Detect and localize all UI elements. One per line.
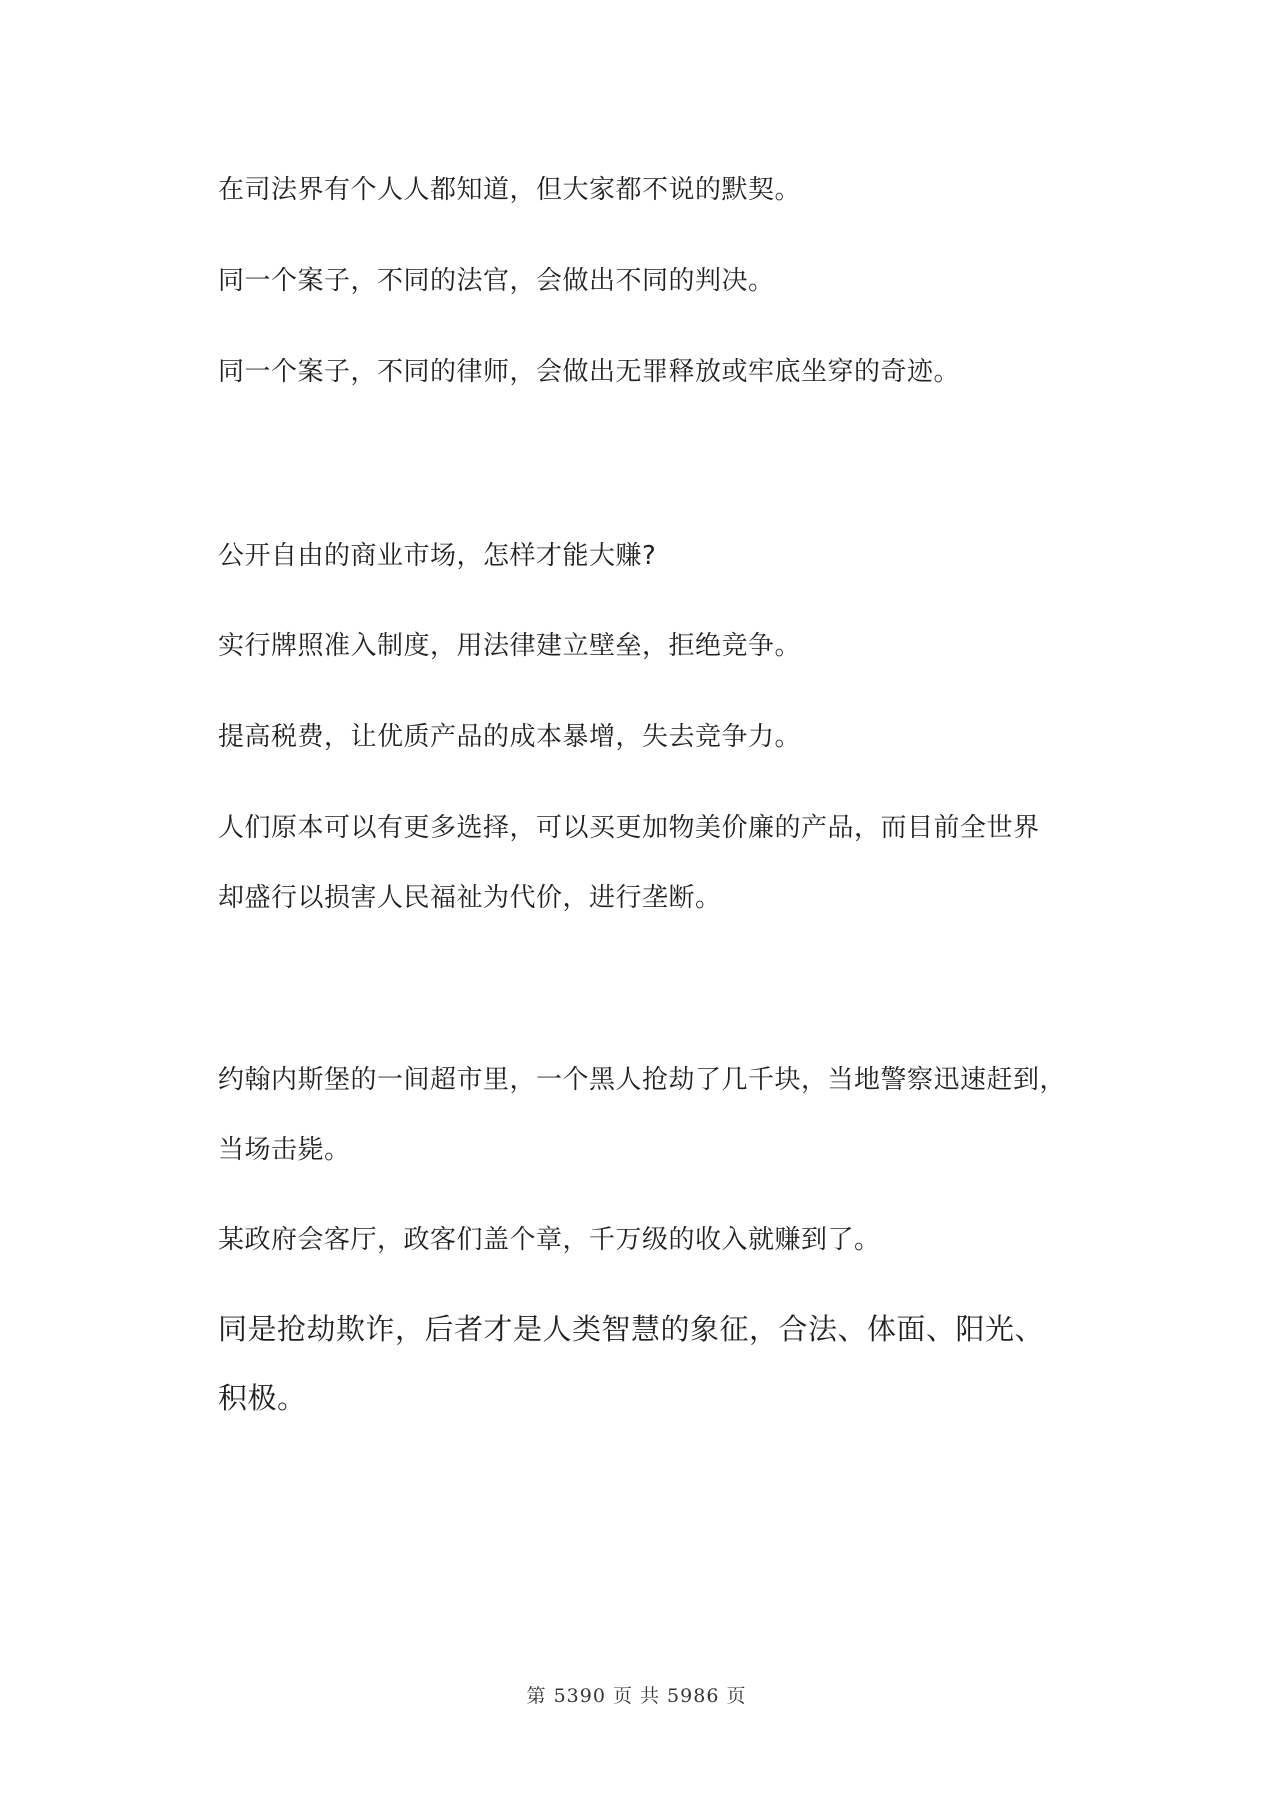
paragraph-line-7: 人们原本可以有更多选择，可以买更加物美价廉的产品，而目前全世界 (218, 813, 1040, 843)
paragraph-line-3: 同一个案子，不同的律师，会做出无罪释放或牢底坐穿的奇迹。 (218, 357, 961, 387)
paragraph-line-5: 实行牌照准入制度，用法律建立壁垒，拒绝竞争。 (218, 631, 802, 661)
paragraph-line-8: 却盛行以损害人民福祉为代价，进行垄断。 (218, 883, 722, 913)
paragraph-line-6: 提高税费，让优质产品的成本暴增，失去竞争力。 (218, 722, 802, 752)
paragraph-line-9: 约翰内斯堡的一间超市里，一个黑人抢劫了几千块，当地警察迅速赶到， (218, 1065, 1067, 1095)
paragraph-line-1: 在司法界有个人人都知道，但大家都不说的默契。 (218, 175, 802, 205)
paragraph-line-11: 某政府会客厅，政客们盖个章，千万级的收入就赚到了。 (218, 1225, 881, 1255)
paragraph-line-2: 同一个案子，不同的法官，会做出不同的判决。 (218, 266, 775, 296)
paragraph-line-4: 公开自由的商业市场，怎样才能大赚? (218, 541, 657, 571)
paragraph-line-10: 当场击毙。 (218, 1135, 351, 1165)
paragraph-line-12: 同是抢劫欺诈，后者才是人类智慧的象征，合法、体面、阳光、 (218, 1312, 1045, 1346)
page-number-footer: 第 5390 页 共 5986 页 (526, 1685, 747, 1707)
paragraph-line-13: 积极。 (218, 1381, 307, 1415)
